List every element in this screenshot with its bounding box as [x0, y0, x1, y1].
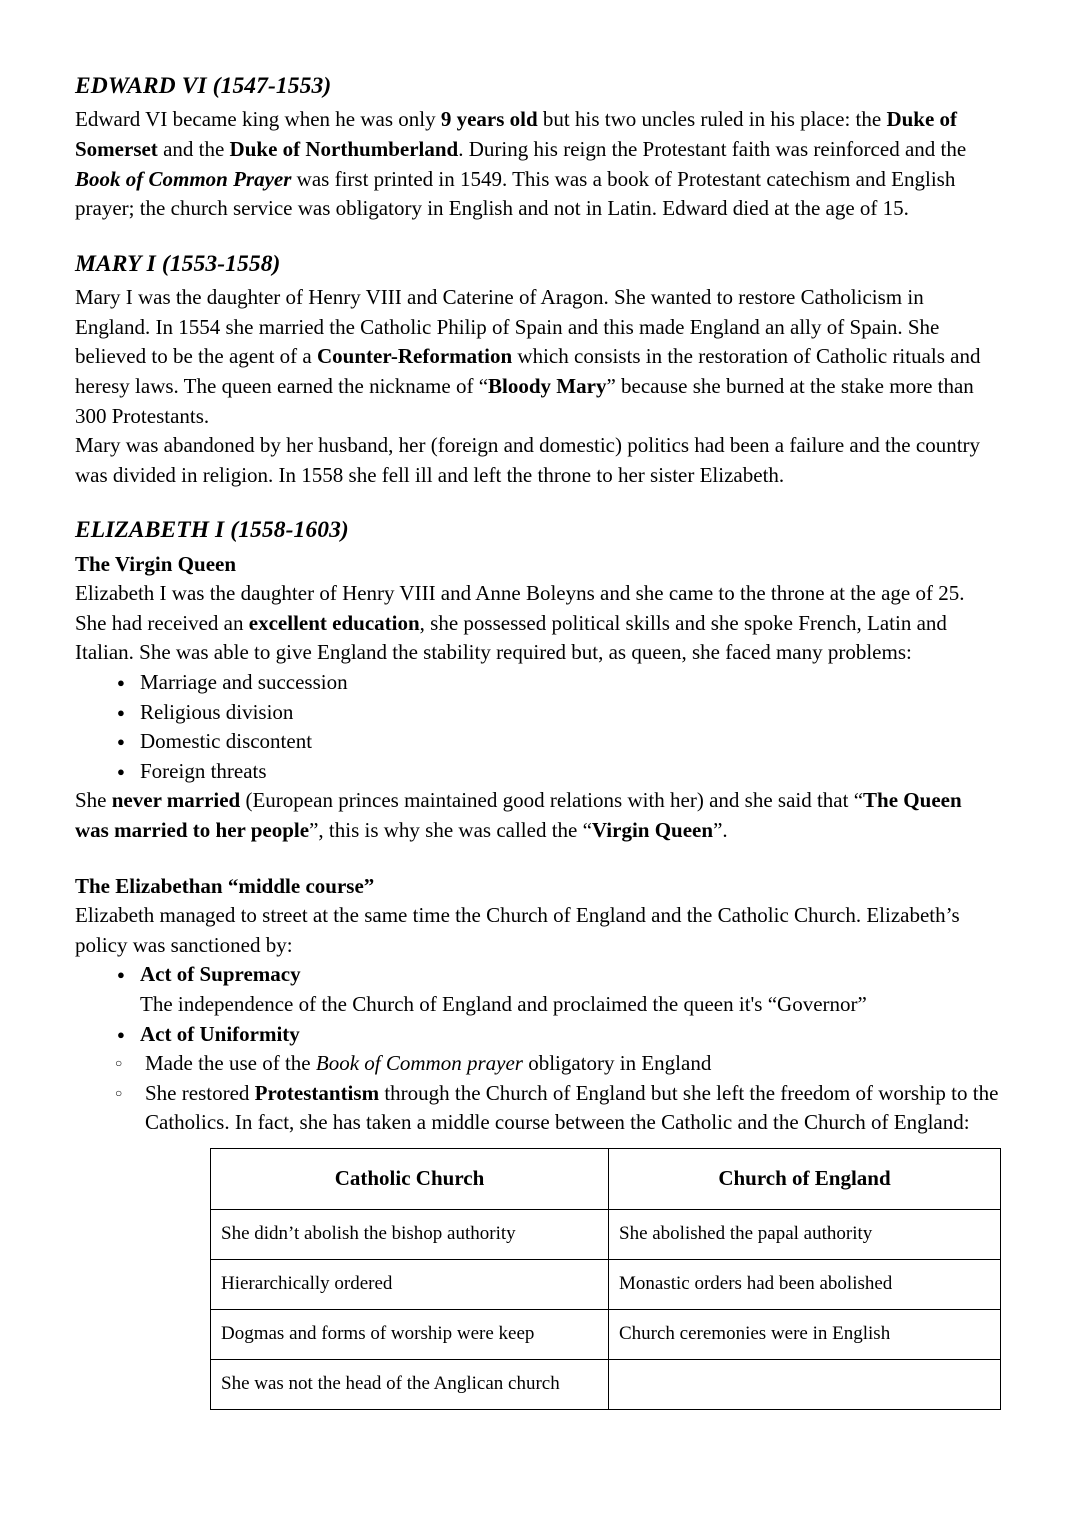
table-cell: Hierarchically ordered [211, 1259, 609, 1309]
list-elizabeth-problems [75, 668, 1000, 786]
table-row [211, 1209, 1001, 1259]
act-title: Act of Uniformity [140, 1021, 300, 1046]
text-fragment: She restored [145, 1080, 255, 1105]
text-fragment: , she possessed political skills and she spoke French, Latin and Italian. She was able to give England the stability required but, as queen, she faced many problems: [75, 610, 947, 665]
text-fragment: Edward VI became king when he was only [75, 107, 441, 132]
paragraph-mary-i-2: Mary was abandoned by her husband, her (foreign and domestic) politics had been a failure and the country was divided in religion. In 1558 she fell ill and left the throne to her sister Elizabeth. [75, 433, 981, 487]
text-fragment: (European princes maintained good relations with her) and she said that “ [240, 788, 864, 813]
sub-list-item-prayer-book [75, 1049, 1000, 1079]
text-fragment: but his two uncles ruled in his place: the [537, 107, 887, 132]
table-cell: She abolished the papal authority [609, 1209, 1001, 1259]
table-row [211, 1259, 1001, 1309]
list-item: ● Marriage and succession [75, 668, 1000, 698]
paragraph-virgin-queen-closing [75, 786, 1000, 845]
paragraph-middle-course-intro: Elizabeth managed to street at the same time the Church of England and the Catholic Church. Elizabeth’s policy was sanctioned by: [75, 903, 960, 957]
list-item: ● Foreign threats [75, 757, 1000, 787]
emphasis-book-of-common-prayer: Book of Common Prayer [75, 166, 292, 191]
section-mary-i [75, 250, 1000, 491]
emphasis-counter-reformation: Counter-Reformation [316, 344, 513, 369]
paragraph-elizabeth-intro [75, 579, 1000, 668]
table-cell: She was not the head of the Anglican church [211, 1359, 609, 1409]
comparison-table [210, 1148, 1001, 1410]
document-body [75, 72, 1000, 1410]
column-header-church-of-england: Church of England [609, 1148, 1001, 1209]
text-fragment: ” because she burned at the stake more than 300 Protestants. [75, 373, 974, 428]
table-cell: She didn’t abolish the bishop authority [211, 1209, 609, 1259]
spacer [75, 846, 1000, 872]
column-header-catholic-church: Catholic Church [211, 1148, 609, 1209]
heading-edward-vi: EDWARD VI (1547-1553) [75, 73, 332, 99]
list-item-act-of-supremacy [75, 960, 1000, 990]
emphasis-excellent-education: excellent education [248, 610, 420, 635]
table-header-row [211, 1148, 1001, 1209]
emphasis-protestantism: Protestantism [254, 1080, 380, 1105]
table-row [211, 1309, 1001, 1359]
act-title: Act of Supremacy [140, 962, 301, 987]
table-row [211, 1359, 1001, 1409]
text-fragment: . During his reign the Protestant faith was reinforced and the [458, 136, 967, 161]
table-cell: Monastic orders had been abolished [609, 1259, 1001, 1309]
section-elizabeth-i [75, 516, 1000, 1410]
text-fragment: ”, this is why she was called the “ [309, 818, 592, 842]
section-edward-vi [75, 72, 1000, 224]
text-fragment: Made the use of the [145, 1051, 316, 1076]
list-item: ● Religious division [75, 698, 1000, 728]
subheading-virgin-queen: The Virgin Queen [75, 551, 237, 576]
text-fragment: ”. [713, 818, 728, 842]
text-fragment: which consists in the restoration of Catholic rituals and heresy laws. The queen earned the nickname of “ [75, 344, 981, 398]
text-fragment: Mary I was the daughter of Henry VIII and Caterine of Aragon. She wanted to restore Catholicism in England. In 1554 she married the Catholic Philip of Spain and this made England an ally of Spain. She believed to be the agent of a [75, 285, 940, 369]
list-elizabeth-acts [75, 960, 1000, 990]
table-cell: Dogmas and forms of worship were keep [211, 1309, 609, 1359]
text-fragment: She [75, 788, 112, 813]
emphasis-never-married: never married [111, 788, 241, 813]
emphasis-northumberland: Duke of Northumberland [229, 136, 459, 161]
list-item-act-of-uniformity [75, 1020, 1000, 1050]
list-item: ● Domestic discontent [75, 727, 1000, 757]
text-fragment: obligatory in England [522, 1051, 712, 1076]
heading-elizabeth-i: ELIZABETH I (1558-1603) [75, 517, 349, 544]
emphasis-book-of-common-prayer: Book of Common prayer [315, 1051, 523, 1076]
emphasis-bloody-mary: Bloody Mary [488, 373, 607, 398]
table-cell-empty [609, 1359, 1001, 1409]
sub-list-item-protestantism [75, 1079, 1000, 1138]
table-cell: Church ceremonies were in English [609, 1309, 1001, 1359]
text-fragment: and the [157, 136, 230, 161]
emphasis-age: 9 years old [440, 107, 538, 132]
list-act-of-uniformity [75, 1020, 1000, 1050]
note-act-of-supremacy: The independence of the Church of England and proclaimed the queen it's “Governor” [140, 991, 867, 1016]
text-fragment: was first printed in 1549. This was a book of Protestant catechism and English prayer; the church service was obligatory in English and not in Latin. Edward died at the age of 15. [75, 166, 956, 221]
subheading-middle-course: The Elizabethan “middle course” [75, 873, 375, 898]
text-fragment: Elizabeth I was the daughter of Henry VIII and Anne Boleyns and she came to the throne at the age of 25. She had received an [75, 581, 965, 635]
heading-mary-i: MARY I (1553-1558) [75, 250, 281, 277]
text-fragment: through the Church of England but she left the freedom of worship to the Catholics. In fact, she has taken a middle course between the Catholic and the Church of England: [145, 1080, 999, 1135]
emphasis-queen-married-to-people: The Queen was married to her people [75, 788, 962, 842]
list-uniformity-points [75, 1049, 1000, 1138]
emphasis-virgin-queen: Virgin Queen [591, 818, 714, 842]
paragraph-edward-vi [75, 105, 1000, 223]
paragraph-mary-i-1 [75, 283, 1000, 431]
emphasis-somerset: Duke of Somerset [75, 107, 958, 161]
